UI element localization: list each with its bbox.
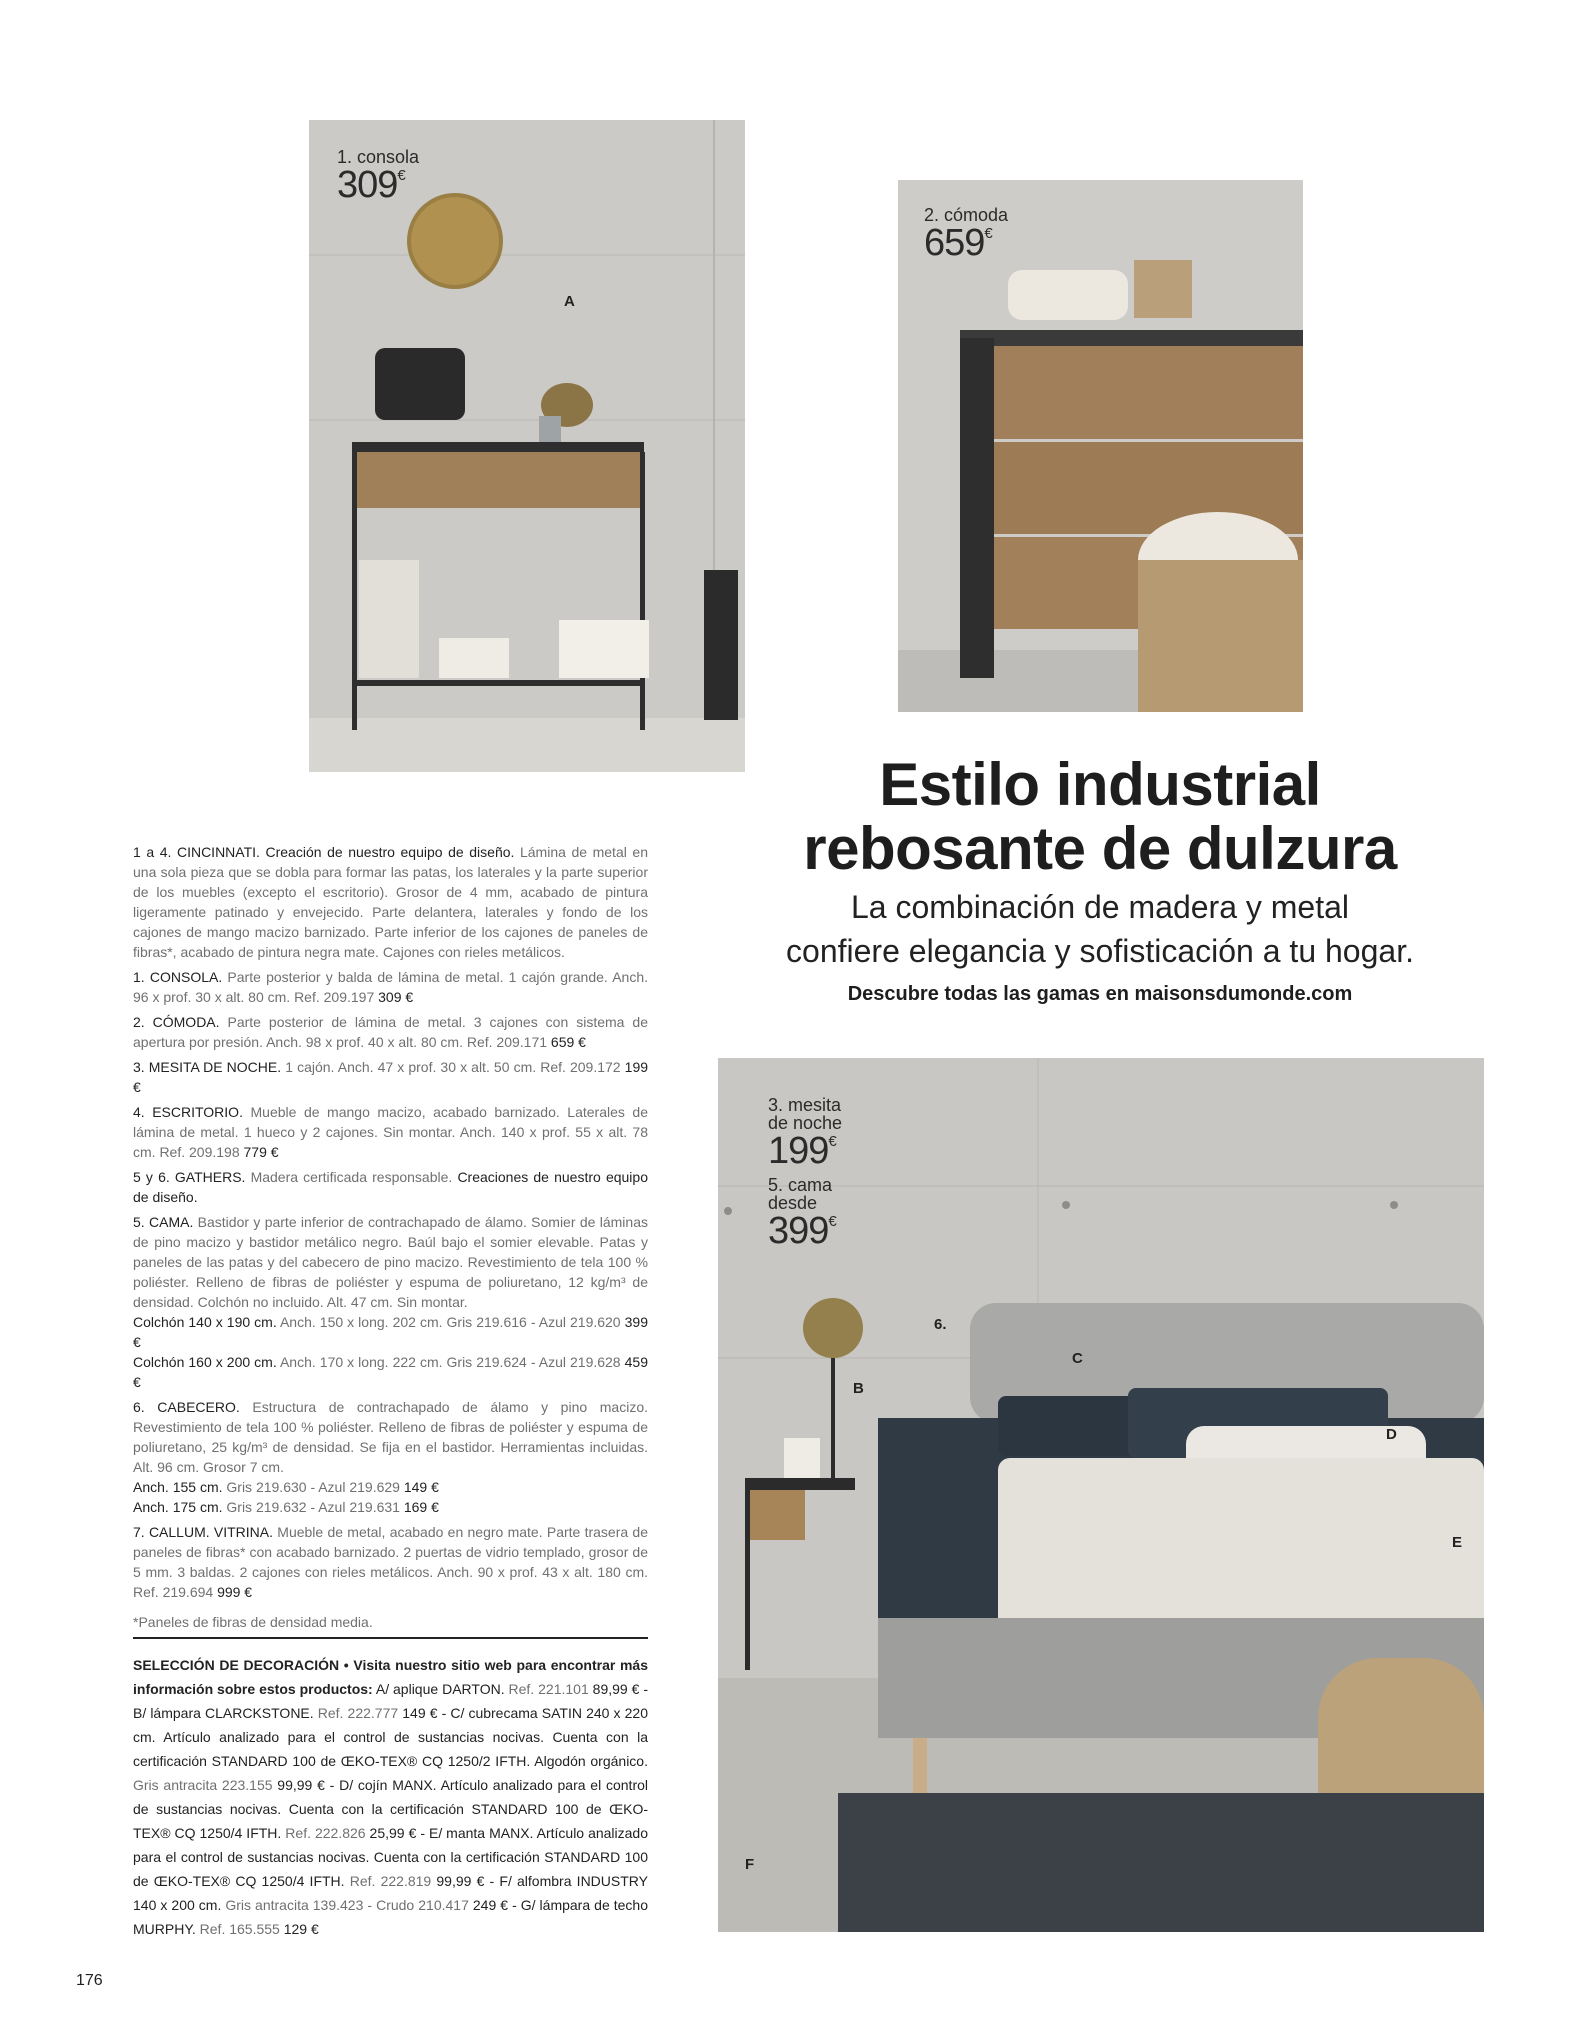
label-a: A (564, 293, 575, 310)
desc-escritorio-body: Mueble de mango macizo, acabado barnizado. Laterales de lámina de metal. 1 hueco y 2 cajones. Sin montar. Anch. 140 x prof. 55 x alt. 78 cm. Ref. 209.198 (133, 1104, 648, 1160)
label-e: E (1452, 1534, 1463, 1551)
desc-escritorio-title: 4. ESCRITORIO. (133, 1104, 243, 1120)
label-b: B (853, 1380, 864, 1397)
subtitle-line-1: La combinación de madera y metal (850, 889, 1350, 925)
desc-cabecero-size-2: Anch. 175 cm. (133, 1499, 223, 1515)
headline-subtitle (740, 885, 1460, 973)
desc-gathers (133, 1167, 648, 1207)
deco-ref-a: Ref. 221.101 (504, 1681, 593, 1697)
mesita-currency: € (828, 1133, 837, 1150)
desc-intro-body: Lámina de metal en una sola pieza que se dobla para formar las patas, los laterales y la parte superior de los muebles (excepto el escritorio). Grosor de 4 mm, acabado de pintura ligeramente patinado y envejecido. Parte delantera, laterales y fondo de los cajones de mango macizo barnizado. Parte inferior de los cajones de paneles de fibras*, acabado de pintura negra mate. Cajones con rieles metálicos. (133, 844, 648, 960)
consola-price-tag (337, 148, 419, 204)
desc-mesita-title: 3. MESITA DE NOCHE. (133, 1059, 282, 1075)
label-f: F (745, 1856, 755, 1873)
comoda-label: 2. cómoda (924, 205, 1009, 225)
desc-cabecero-size-2-price: 169 € (403, 1499, 439, 1515)
desc-comoda (133, 1012, 648, 1052)
desc-comoda-body: Parte posterior de lámina de metal. 3 cajones con sistema de apertura por presión. Anch. 98 x prof. 40 x alt. 80 cm. Ref. 209.171 (133, 1014, 648, 1050)
deco-item-c: 149 € - C/ cubrecama SATIN 240 x 220 cm. Artículo analizado para el control de sustancias nocivas. Cuenta con la certificación STANDARD 100 de ŒKO-TEX® CQ 1250/2 IFTH. Algodón orgánico. (133, 1705, 648, 1769)
consola-price: 309 (337, 164, 398, 206)
mesita-label-1: 3. mesita (768, 1095, 842, 1115)
bedroom-price-tag-2 (768, 1176, 837, 1250)
desc-consola-title: 1. CONSOLA. (133, 969, 223, 985)
deco-ref-g: Ref. 165.555 (195, 1921, 284, 1937)
mesita-label-2: de noche (768, 1113, 843, 1133)
desc-cabecero-body: Estructura de contrachapado de álamo y pino macizo. Revestimiento de tela 100 % poliéster. Relleno de fibras de poliéster y espuma de poliuretano, 25 kg/m³ de densidad. Se fija en el bastidor. Herramientas incluidas. Alt. 96 cm. Grosor 7 cm. (133, 1399, 648, 1475)
deco-item-d: 99,99 € - D/ cojín MANX. Artículo analizado para el control de sustancias nocivas. Cuenta con la certificación STANDARD 100 de ŒKO-TEX® CQ 1250/4 IFTH. (133, 1777, 648, 1841)
desc-gathers-title: 5 y 6. GATHERS. (133, 1169, 246, 1185)
desc-escritorio-price: 779 € (243, 1144, 279, 1160)
desc-gathers-tagline: Creaciones de nuestro equipo de diseño. (133, 1169, 648, 1205)
deco-item-f: 99,99 € - F/ alfombra INDUSTRY 140 x 200 cm. (133, 1873, 648, 1913)
desc-consola-price: 309 € (378, 989, 414, 1005)
deco-ref-c: Gris antracita 223.155 (133, 1777, 278, 1793)
desc-cama-title: 5. CAMA. (133, 1214, 194, 1230)
desc-cama-size-1: Colchón 140 x 190 cm. (133, 1314, 277, 1330)
page-number: 176 (76, 1972, 103, 1989)
deco-ref-e: Ref. 222.819 (344, 1873, 437, 1889)
headline-title (740, 753, 1460, 881)
desc-cama (133, 1212, 648, 1392)
desc-vitrina-price: 999 € (217, 1584, 253, 1600)
cama-label-1: 5. cama (768, 1175, 833, 1195)
label-six: 6. (934, 1316, 947, 1333)
cama-label-2: desde (768, 1193, 818, 1213)
desc-mesita (133, 1057, 648, 1097)
decoration-selection (133, 1653, 648, 1941)
desc-comoda-title: 2. CÓMODA. (133, 1014, 220, 1030)
deco-ref-f: Gris antracita 139.423 - Crudo 210.417 (221, 1897, 473, 1913)
deco-item-e: 25,99 € - E/ manta MANX. Artículo analizado para el control de sustancias nocivas. Cuenta con la certificación STANDARD 100 de ŒKO-TEX® CQ 1250/4 IFTH. (133, 1825, 649, 1889)
desc-intro (133, 842, 648, 962)
section-divider (133, 1637, 648, 1639)
cama-currency: € (828, 1213, 837, 1230)
desc-cama-size-2-price: 459 € (133, 1354, 648, 1390)
bedroom-photo (718, 1058, 1484, 1932)
desc-cama-size-2-body: Anch. 170 x long. 222 cm. Gris 219.624 - Azul 219.628 (276, 1354, 625, 1370)
desc-mesita-body: 1 cajón. Anch. 47 x prof. 30 x alt. 50 cm. Ref. 209.172 (281, 1059, 625, 1075)
desc-cabecero-size-1-body: Gris 219.630 - Azul 219.629 (222, 1479, 404, 1495)
consola-label: 1. consola (337, 147, 420, 167)
headline-line-1: Estilo industrial (879, 751, 1321, 818)
desc-vitrina-title: 7. CALLUM. VITRINA. (133, 1524, 274, 1540)
desc-intro-title: 1 a 4. CINCINNATI. Creación de nuestro equipo de diseño. (133, 844, 515, 860)
label-d: D (1386, 1426, 1397, 1443)
desc-cabecero-size-1-price: 149 € (403, 1479, 439, 1495)
desc-cama-body: Bastidor y parte inferior de contrachapado de álamo. Somier de láminas de pino macizo y bastidor metálico negro. Baúl bajo el somier elevable. Patas y paneles de las patas y del cabecero de pino macizo. Revestimiento de tela 100 % poliéster. Relleno de fibras de poliéster y espuma de poliuretano, 12 kg/m³ de densidad. Colchón no incluido. Alt. 47 cm. Sin montar. (133, 1214, 648, 1310)
deco-heading: SELECCIÓN DE DECORACIÓN • Visita nuestro sitio web para encontrar más información sobre estos productos: (133, 1657, 648, 1697)
deco-item-b: 89,99 € - B/ lámpara CLARCKSTONE. (133, 1681, 648, 1721)
cama-price: 399 (768, 1210, 829, 1252)
desc-escritorio (133, 1102, 648, 1162)
comoda-currency: € (984, 225, 993, 242)
desc-cama-size-2: Colchón 160 x 200 cm. (133, 1354, 277, 1370)
deco-item-g: 249 € - G/ lámpara de techo MURPHY. (133, 1897, 649, 1937)
desc-consola-body: Parte posterior y balda de lámina de metal. 1 cajón grande. Anch. 96 x prof. 30 x alt. 80 cm. Ref. 209.197 (133, 969, 649, 1005)
desc-mesita-price: 199 € (133, 1059, 649, 1095)
desc-cabecero-size-2-body: Gris 219.632 - Azul 219.631 (222, 1499, 404, 1515)
comoda-photo (898, 180, 1303, 712)
desc-cabecero-title: 6. CABECERO. (133, 1399, 240, 1415)
desc-cama-size-1-price: 399 € (133, 1314, 648, 1350)
deco-item-a: A/ aplique DARTON. (372, 1681, 505, 1697)
desc-footnote: *Paneles de fibras de densidad media. (133, 1614, 373, 1630)
desc-vitrina (133, 1522, 648, 1602)
desc-cabecero-size-1: Anch. 155 cm. (133, 1479, 223, 1495)
label-c: C (1072, 1350, 1083, 1367)
deco-ref-d: Ref. 222.826 (281, 1825, 370, 1841)
desc-gathers-body: Madera certificada responsable. (245, 1169, 458, 1185)
mesita-price: 199 (768, 1130, 829, 1172)
product-description (133, 842, 648, 1637)
desc-consola (133, 967, 648, 1007)
desc-cabecero (133, 1397, 648, 1517)
desc-vitrina-body: Mueble de metal, acabado en negro mate. Parte trasera de paneles de fibras* con acabado barnizado. 2 puertas de vidrio templado, grosor de 5 mm. 3 baldas. 2 cajones con rieles metálicos. Anch. 90 x prof. 43 x alt. 180 cm. Ref. 219.694 (133, 1524, 648, 1600)
desc-cama-size-1-body: Anch. 150 x long. 202 cm. Gris 219.616 - Azul 219.620 (276, 1314, 625, 1330)
consola-currency: € (397, 167, 406, 184)
desc-comoda-price: 659 € (550, 1034, 586, 1050)
subtitle-line-2: confiere elegancia y sofisticación a tu hogar. (786, 933, 1414, 969)
comoda-price-tag (924, 206, 1008, 262)
deco-ref-b: Ref. 222.777 (313, 1705, 403, 1721)
consola-photo (309, 120, 745, 772)
comoda-price: 659 (924, 222, 985, 264)
headline-line-2: rebosante de dulzura (803, 815, 1397, 882)
website-link[interactable]: Descubre todas las gamas en maisonsdumonde.com (847, 983, 1353, 1005)
deco-price-g: 129 € (283, 1921, 319, 1937)
headline-block (740, 753, 1460, 1006)
bedroom-price-tag-1 (768, 1096, 842, 1170)
